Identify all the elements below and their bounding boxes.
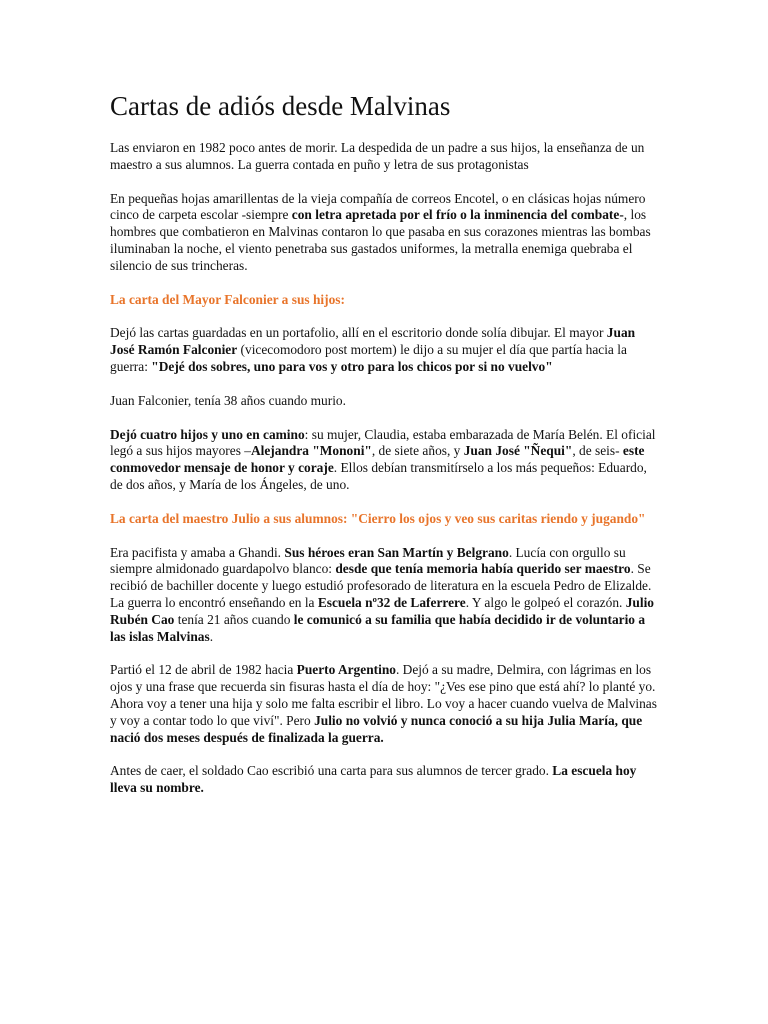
paragraph-antes-de-caer bbox=[110, 763, 658, 797]
section-heading-falconier: La carta del Mayor Falconier a sus hijos: bbox=[110, 291, 345, 307]
bold-text: Julio Rubén Cao bbox=[110, 594, 654, 627]
bold-text: le comunicó a su familia que había decidido ir de voluntario a las islas Malvinas bbox=[110, 611, 646, 644]
text: . Se recibió de bachiller docente y luego estudió profesorado de literatura en la escuela Pedro de Elizalde. La guerra lo encontró enseñando en la bbox=[110, 561, 652, 610]
text: . Ellos debían transmitírselo a los más pequeños: Eduardo, de dos años, y María de los Ángeles, de uno. bbox=[110, 460, 647, 492]
bold-text: Alejandra "Mononi" bbox=[250, 443, 372, 459]
text: , los hombres que combatieron en Malvinas contaron lo que pasaba en sus corazones mientras las bombas iluminaban la noche, el viento penetraba sus gastados uniformes, la metralla enemiga quebraba el silencio de sus trincheras. bbox=[110, 207, 651, 273]
paragraph-julio bbox=[110, 545, 658, 646]
bold-text: Juan José Ramón Falconier bbox=[110, 325, 636, 358]
text: . Dejó a su madre, Delmira, con lágrimas en los ojos y una frase que recuerda sin fisuras hasta el día de hoy: "¿Ves ese pino que está ahí? lo planté yo. Ahora voy a tener una hija y solo me falta escribir el libro. Lo voy a hacer cuando vuelva de Malvinas y voy a contar todo lo que viví". Pero bbox=[110, 662, 657, 728]
text: . Lucía con orgullo su siempre almidonado guardapolvo blanco: bbox=[110, 544, 626, 577]
text: . bbox=[209, 628, 214, 644]
bold-text: desde que tenía memoria había querido ser maestro bbox=[335, 561, 631, 577]
text: (vicecomodoro post mortem) le dijo a su mujer el día que partía hacia la guerra: bbox=[110, 342, 627, 374]
text: , de seis- bbox=[572, 443, 623, 459]
bold-text: Puerto Argentino bbox=[296, 662, 396, 678]
bold-text: Dejó cuatro hijos y uno en camino bbox=[110, 426, 305, 442]
bold-quote: "Dejé dos sobres, uno para vos y otro para los chicos por si no vuelvo" bbox=[151, 358, 553, 374]
bold-text: Sus héroes eran San Martín y Belgrano bbox=[284, 544, 509, 560]
paragraph-falconier bbox=[110, 325, 658, 375]
bold-text: con letra apretada por el frío o la inminencia del combate- bbox=[291, 207, 624, 223]
text: Dejó las cartas guardadas en un portafolio, allí en el escritorio donde solía dibujar. El mayor bbox=[110, 325, 607, 341]
bold-text: Escuela nº32 de Laferrere bbox=[317, 594, 466, 610]
intro-paragraph: Las enviaron en 1982 poco antes de morir. La despedida de un padre a sus hijos, la enseñanza de un maestro a sus alumnos. La guerra contada en puño y letra de sus protagonistas bbox=[110, 140, 645, 172]
bold-text: Julio no volvió y nunca conoció a su hija Julia María, que nació dos meses después de finalizada la guerra. bbox=[110, 712, 643, 745]
bold-text: Juan José "Ñequi" bbox=[463, 443, 573, 459]
article bbox=[110, 88, 658, 814]
paragraph-falconier-age: Juan Falconier, tenía 38 años cuando murio. bbox=[110, 392, 346, 408]
text: Partió el 12 de abril de 1982 hacia bbox=[110, 662, 297, 678]
article-title: Cartas de adiós desde Malvinas bbox=[110, 91, 451, 121]
paragraph-partio bbox=[110, 662, 658, 746]
bold-text: La escuela hoy lleva su nombre. bbox=[110, 763, 637, 796]
text: Antes de caer, el soldado Cao escribió una carta para sus alumnos de tercer grado. bbox=[110, 763, 553, 779]
text: Era pacifista y amaba a Ghandi. bbox=[110, 544, 285, 560]
text: , de siete años, y bbox=[371, 443, 464, 459]
paragraph-hijos bbox=[110, 427, 658, 494]
text: . Y algo le golpeó el corazón. bbox=[465, 594, 626, 610]
paragraph-cartas bbox=[110, 191, 658, 275]
text: : su mujer, Claudia, estaba embarazada de María Belén. El oficial legó a sus hijos mayores – bbox=[110, 426, 656, 459]
text: En pequeñas hojas amarillentas de la vieja compañía de correos Encotel, o en clásicas hojas número cinco de carpeta escolar -siempre bbox=[110, 190, 646, 223]
text: tenía 21 años cuando bbox=[174, 611, 294, 627]
section-heading-julio: La carta del maestro Julio a sus alumnos: "Cierro los ojos y veo sus caritas riendo y jugando" bbox=[110, 510, 646, 526]
bold-text: este conmovedor mensaje de honor y coraje bbox=[110, 443, 645, 476]
